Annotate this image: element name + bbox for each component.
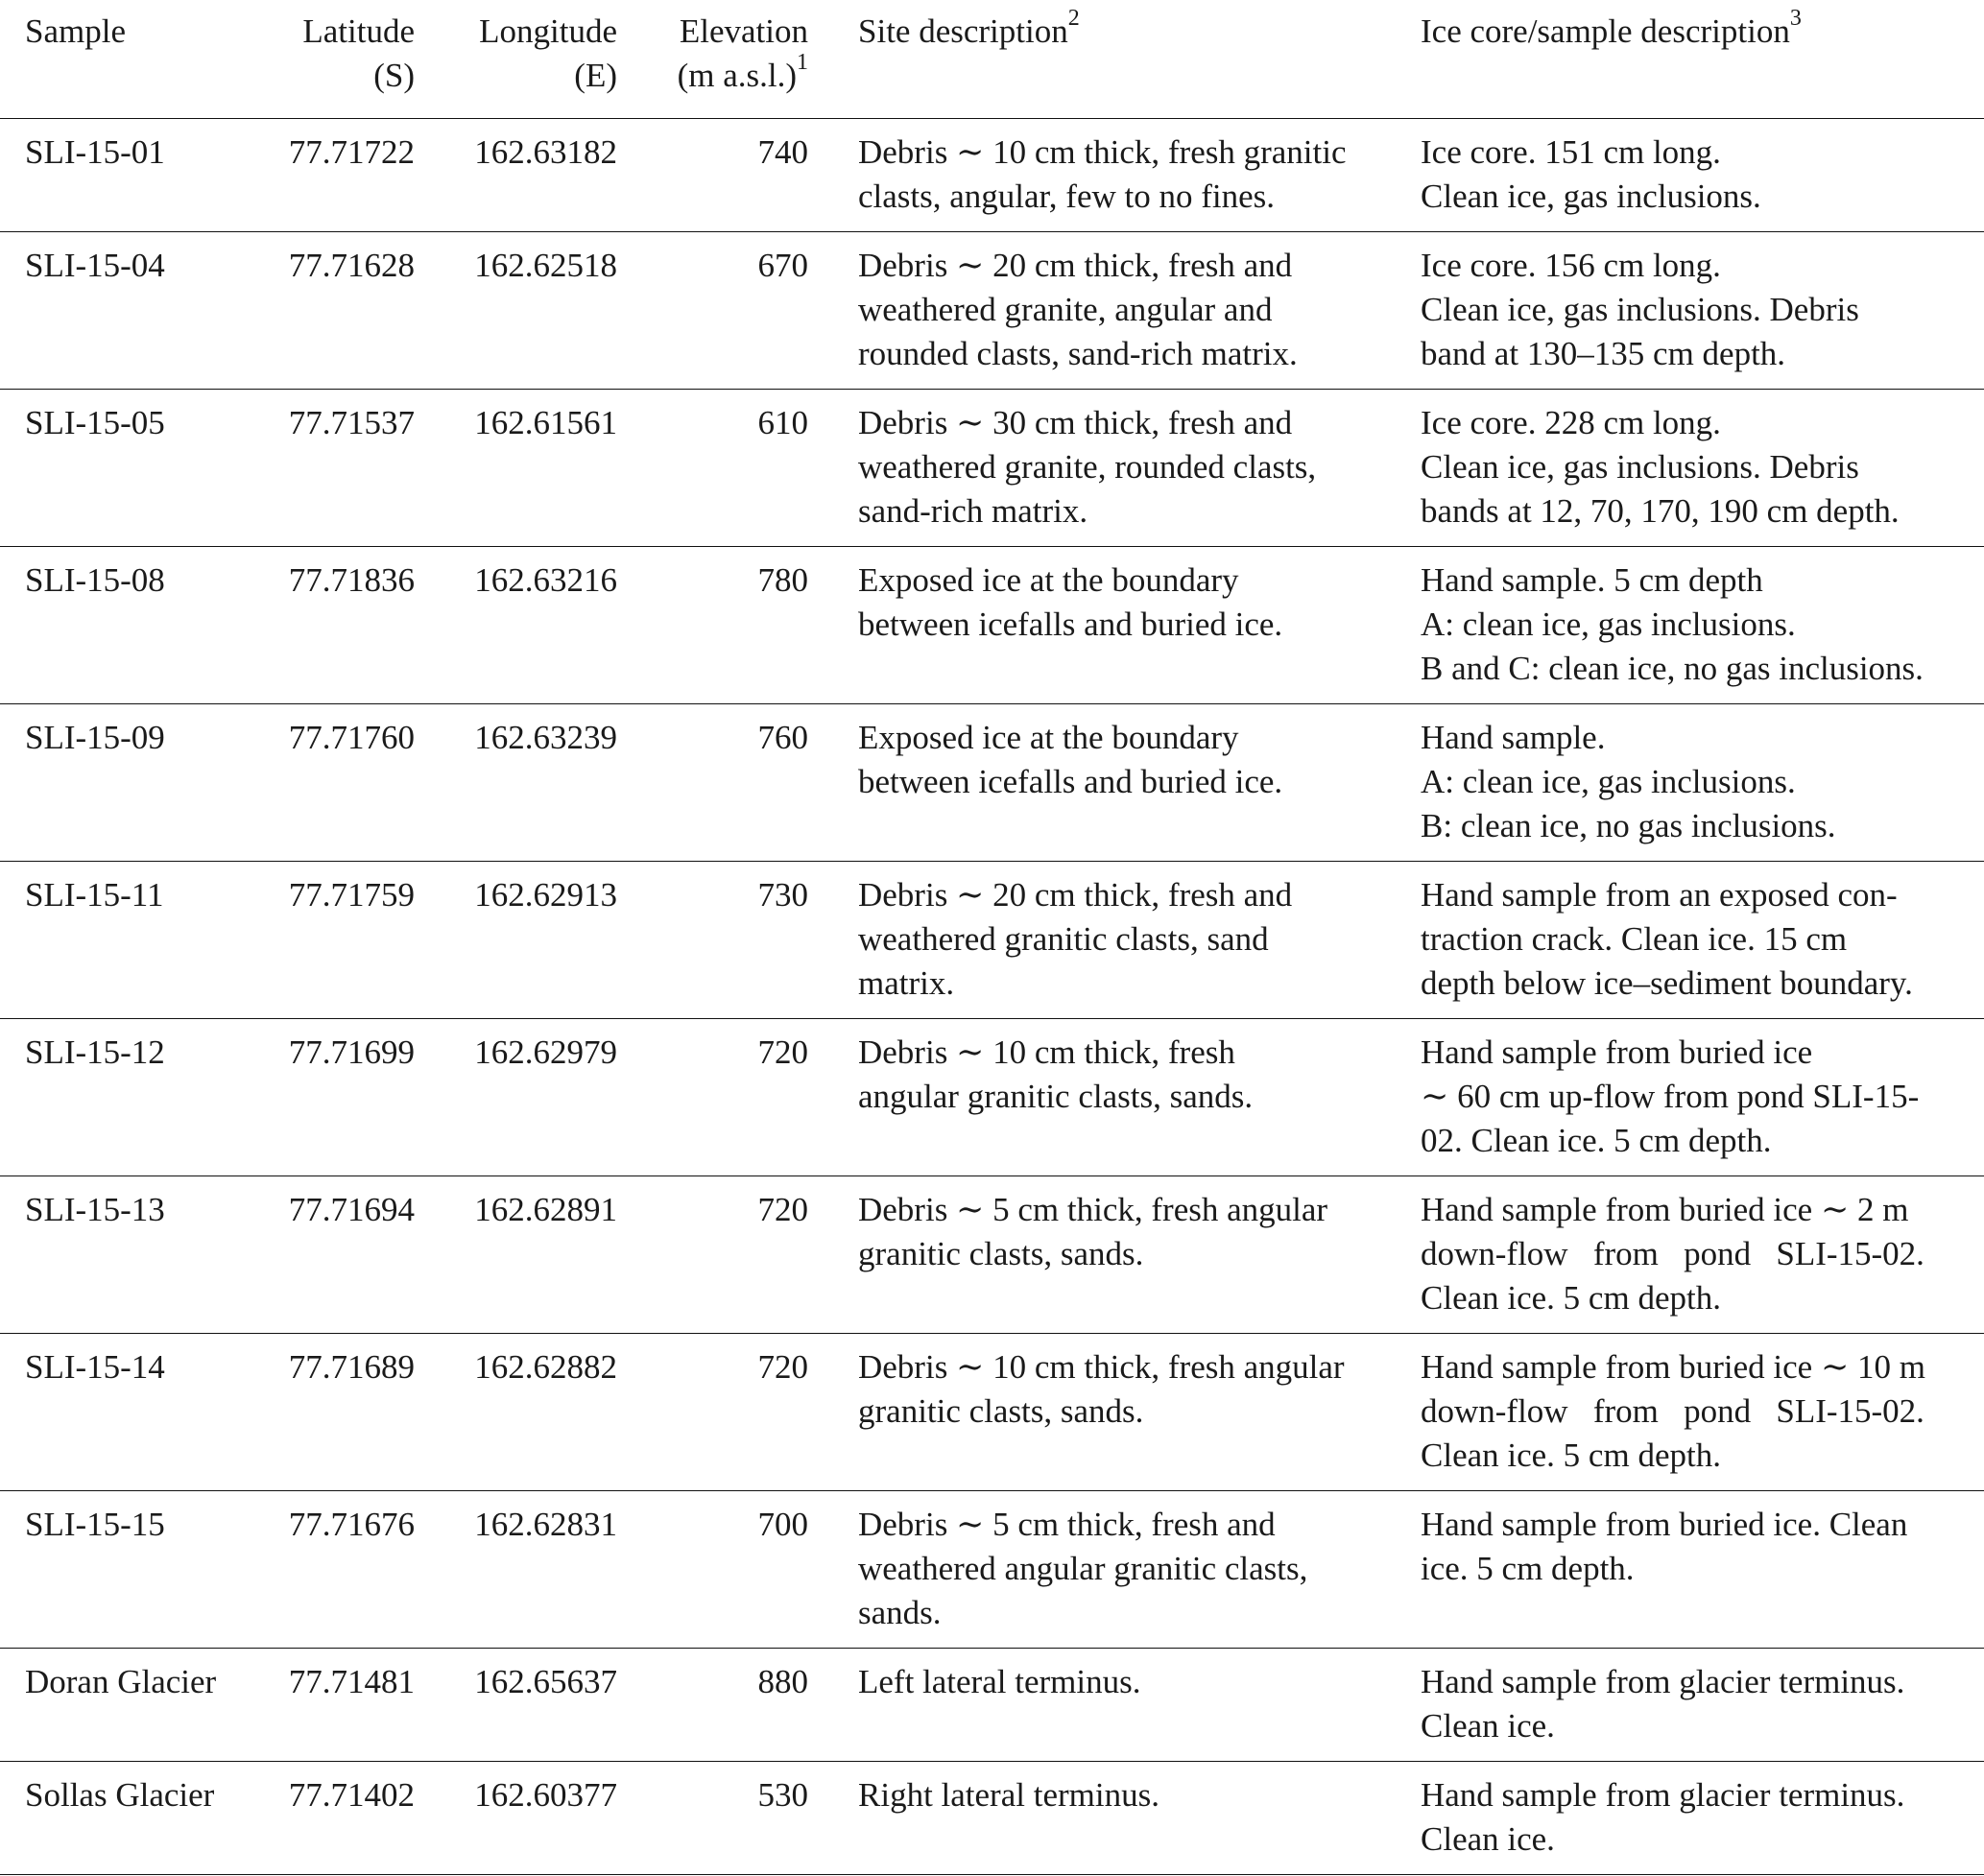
header-text: Sample xyxy=(25,12,126,50)
cell-line: Hand sample from glacier terminus. xyxy=(1421,1663,1905,1700)
cell-line: Ice core. 228 cm long. xyxy=(1421,404,1721,441)
cell-line: Hand sample. 5 cm depth xyxy=(1421,561,1763,599)
cell-line: weathered granitic clasts, sand xyxy=(858,920,1269,958)
cell-ice-description xyxy=(1408,1334,1984,1491)
cell-line: Clean ice. 5 cm depth. xyxy=(1421,1279,1721,1317)
cell-latitude: 77.71689 xyxy=(288,1348,415,1386)
cell-line: Debris ∼ 30 cm thick, fresh and xyxy=(858,404,1293,441)
cell-line: B: clean ice, no gas inclusions. xyxy=(1421,807,1836,844)
cell-line: Clean ice, gas inclusions. Debris xyxy=(1421,291,1859,328)
cell-site-description xyxy=(821,547,1408,704)
cell-sample: SLI-15-12 xyxy=(25,1033,165,1071)
cell-sample: SLI-15-05 xyxy=(25,404,165,441)
cell-elevation: 720 xyxy=(757,1348,808,1386)
cell-line: weathered granite, angular and xyxy=(858,291,1273,328)
cell-line: down-flow from pond SLI-15-02. xyxy=(1421,1235,1924,1272)
cell-ice-description xyxy=(1408,390,1984,547)
cell-elevation: 740 xyxy=(757,133,808,171)
cell-line: weathered angular granitic clasts, xyxy=(858,1550,1308,1587)
table-row xyxy=(0,704,1984,862)
cell-sample: SLI-15-08 xyxy=(25,561,165,599)
cell-line: Clean ice, gas inclusions. xyxy=(1421,178,1761,215)
header-site-description xyxy=(821,0,1408,119)
cell-elevation: 720 xyxy=(757,1191,808,1228)
header-row xyxy=(0,0,1984,119)
cell-sample: SLI-15-09 xyxy=(25,719,165,756)
cell-latitude: 77.71402 xyxy=(288,1776,415,1814)
footnote-marker: 3 xyxy=(1789,6,1802,31)
cell-elevation: 670 xyxy=(757,247,808,284)
cell-line: Right lateral terminus. xyxy=(858,1776,1159,1814)
table-row xyxy=(0,119,1984,232)
cell-line: Hand sample from buried ice. Clean xyxy=(1421,1506,1908,1543)
cell-line: Left lateral terminus. xyxy=(858,1663,1141,1700)
cell-line: rounded clasts, sand-rich matrix. xyxy=(858,335,1298,372)
cell-line: between icefalls and buried ice. xyxy=(858,606,1283,643)
cell-line: Hand sample from an exposed con- xyxy=(1421,876,1898,914)
cell-line: depth below ice–sediment boundary. xyxy=(1421,964,1913,1002)
cell-sample: SLI-15-14 xyxy=(25,1348,165,1386)
cell-line: Debris ∼ 5 cm thick, fresh angular xyxy=(858,1191,1328,1228)
cell-site-description xyxy=(821,704,1408,862)
cell-longitude: 162.62913 xyxy=(474,876,617,914)
cell-ice-description xyxy=(1408,119,1984,232)
cell-line: granitic clasts, sands. xyxy=(858,1392,1144,1430)
cell-longitude: 162.62882 xyxy=(474,1348,617,1386)
cell-elevation: 880 xyxy=(757,1663,808,1700)
cell-line: sand-rich matrix. xyxy=(858,492,1088,530)
cell-ice-description xyxy=(1408,1019,1984,1176)
cell-line: Hand sample from buried ice ∼ 10 m xyxy=(1421,1348,1925,1386)
cell-line: Clean ice. 5 cm depth. xyxy=(1421,1437,1721,1474)
cell-line: Debris ∼ 5 cm thick, fresh and xyxy=(858,1506,1276,1543)
cell-line: Ice core. 151 cm long. xyxy=(1421,133,1721,171)
cell-longitude: 162.60377 xyxy=(474,1776,617,1814)
table-row xyxy=(0,1491,1984,1649)
cell-ice-description xyxy=(1408,1762,1984,1875)
cell-line: band at 130–135 cm depth. xyxy=(1421,335,1786,372)
table-row xyxy=(0,862,1984,1019)
cell-site-description xyxy=(821,1649,1408,1762)
cell-line: Clean ice. xyxy=(1421,1820,1555,1858)
cell-ice-description xyxy=(1408,232,1984,390)
cell-sample: SLI-15-01 xyxy=(25,133,165,171)
cell-line: clasts, angular, few to no fines. xyxy=(858,178,1276,215)
table-row xyxy=(0,547,1984,704)
cell-site-description xyxy=(821,1176,1408,1334)
cell-latitude: 77.71759 xyxy=(288,876,415,914)
cell-ice-description xyxy=(1408,1649,1984,1762)
cell-line: ∼ 60 cm up-flow from pond SLI-15- xyxy=(1421,1078,1920,1115)
cell-line: angular granitic clasts, sands. xyxy=(858,1078,1254,1115)
cell-site-description xyxy=(821,1491,1408,1649)
cell-ice-description xyxy=(1408,547,1984,704)
cell-latitude: 77.71628 xyxy=(288,247,415,284)
cell-line: matrix. xyxy=(858,964,955,1002)
cell-line: weathered granite, rounded clasts, xyxy=(858,448,1317,486)
header-sample xyxy=(0,0,269,119)
cell-line: Clean ice. xyxy=(1421,1707,1555,1745)
cell-site-description xyxy=(821,1334,1408,1491)
cell-site-description xyxy=(821,1019,1408,1176)
table-row xyxy=(0,1334,1984,1491)
header-text: Longitude xyxy=(479,12,617,50)
cell-line: Hand sample from buried ice xyxy=(1421,1033,1813,1071)
cell-latitude: 77.71699 xyxy=(288,1033,415,1071)
cell-longitude: 162.65637 xyxy=(474,1663,617,1700)
cell-sample: SLI-15-11 xyxy=(25,876,164,914)
cell-longitude: 162.63182 xyxy=(474,133,617,171)
cell-elevation: 760 xyxy=(757,719,808,756)
header-latitude xyxy=(269,0,427,119)
cell-latitude: 77.71722 xyxy=(288,133,415,171)
cell-line: down-flow from pond SLI-15-02. xyxy=(1421,1392,1924,1430)
cell-elevation: 780 xyxy=(757,561,808,599)
cell-sample: Sollas Glacier xyxy=(25,1776,215,1814)
cell-latitude: 77.71481 xyxy=(288,1663,415,1700)
header-ice-description xyxy=(1408,0,1984,119)
cell-elevation: 730 xyxy=(757,876,808,914)
footnote-marker: 2 xyxy=(1067,6,1080,31)
cell-line: Debris ∼ 10 cm thick, fresh granitic xyxy=(858,133,1347,171)
table-row xyxy=(0,1019,1984,1176)
cell-site-description xyxy=(821,390,1408,547)
table-row xyxy=(0,1762,1984,1875)
cell-longitude: 162.63216 xyxy=(474,561,617,599)
cell-sample: SLI-15-15 xyxy=(25,1506,165,1543)
cell-line: traction crack. Clean ice. 15 cm xyxy=(1421,920,1848,958)
cell-site-description xyxy=(821,862,1408,1019)
cell-site-description xyxy=(821,119,1408,232)
cell-ice-description xyxy=(1408,1176,1984,1334)
footnote-marker: 1 xyxy=(797,50,808,75)
cell-elevation: 530 xyxy=(757,1776,808,1814)
cell-line: Hand sample from buried ice ∼ 2 m xyxy=(1421,1191,1909,1228)
cell-elevation: 700 xyxy=(757,1506,808,1543)
header-longitude xyxy=(427,0,630,119)
cell-line: between icefalls and buried ice. xyxy=(858,763,1283,800)
header-text: Site description xyxy=(858,12,1068,50)
cell-line: A: clean ice, gas inclusions. xyxy=(1421,606,1796,643)
cell-latitude: 77.71836 xyxy=(288,561,415,599)
cell-latitude: 77.71537 xyxy=(288,404,415,441)
header-text: Ice core/sample description xyxy=(1421,12,1790,50)
cell-line: ice. 5 cm depth. xyxy=(1421,1550,1635,1587)
cell-elevation: 610 xyxy=(757,404,808,441)
cell-longitude: 162.62518 xyxy=(474,247,617,284)
cell-site-description xyxy=(821,1762,1408,1875)
cell-sample: SLI-15-04 xyxy=(25,247,165,284)
table-row xyxy=(0,1649,1984,1762)
cell-line: Ice core. 156 cm long. xyxy=(1421,247,1721,284)
cell-longitude: 162.61561 xyxy=(474,404,617,441)
cell-line: bands at 12, 70, 170, 190 cm depth. xyxy=(1421,492,1900,530)
header-elevation xyxy=(630,0,821,119)
cell-elevation: 720 xyxy=(757,1033,808,1071)
cell-line: Exposed ice at the boundary xyxy=(858,561,1239,599)
cell-latitude: 77.71694 xyxy=(288,1191,415,1228)
cell-line: Exposed ice at the boundary xyxy=(858,719,1239,756)
cell-line: A: clean ice, gas inclusions. xyxy=(1421,763,1796,800)
cell-line: Debris ∼ 20 cm thick, fresh and xyxy=(858,247,1293,284)
cell-ice-description xyxy=(1408,704,1984,862)
header-text: (m a.s.l.) xyxy=(677,57,797,94)
cell-latitude: 77.71760 xyxy=(288,719,415,756)
cell-line: Debris ∼ 10 cm thick, fresh xyxy=(858,1033,1235,1071)
cell-line: 02. Clean ice. 5 cm depth. xyxy=(1421,1122,1772,1159)
cell-line: granitic clasts, sands. xyxy=(858,1235,1144,1272)
cell-line: Debris ∼ 10 cm thick, fresh angular xyxy=(858,1348,1345,1386)
cell-line: sands. xyxy=(858,1594,942,1631)
cell-longitude: 162.63239 xyxy=(474,719,617,756)
table-row xyxy=(0,232,1984,390)
cell-sample: SLI-15-13 xyxy=(25,1191,165,1228)
cell-line: Debris ∼ 20 cm thick, fresh and xyxy=(858,876,1293,914)
cell-site-description xyxy=(821,232,1408,390)
table-row xyxy=(0,1176,1984,1334)
cell-line: Hand sample. xyxy=(1421,719,1606,756)
cell-ice-description xyxy=(1408,862,1984,1019)
cell-line: B and C: clean ice, no gas inclusions. xyxy=(1421,650,1924,687)
cell-line: Hand sample from glacier terminus. xyxy=(1421,1776,1905,1814)
cell-longitude: 162.62891 xyxy=(474,1191,617,1228)
header-text: (S) xyxy=(373,57,415,94)
cell-longitude: 162.62831 xyxy=(474,1506,617,1543)
cell-line: Clean ice, gas inclusions. Debris xyxy=(1421,448,1859,486)
header-text: (E) xyxy=(574,57,617,94)
cell-longitude: 162.62979 xyxy=(474,1033,617,1071)
cell-ice-description xyxy=(1408,1491,1984,1649)
header-text: Latitude xyxy=(302,12,415,50)
cell-sample: Doran Glacier xyxy=(25,1663,217,1700)
table-row xyxy=(0,390,1984,547)
header-text: Elevation xyxy=(679,12,808,50)
cell-latitude: 77.71676 xyxy=(288,1506,415,1543)
